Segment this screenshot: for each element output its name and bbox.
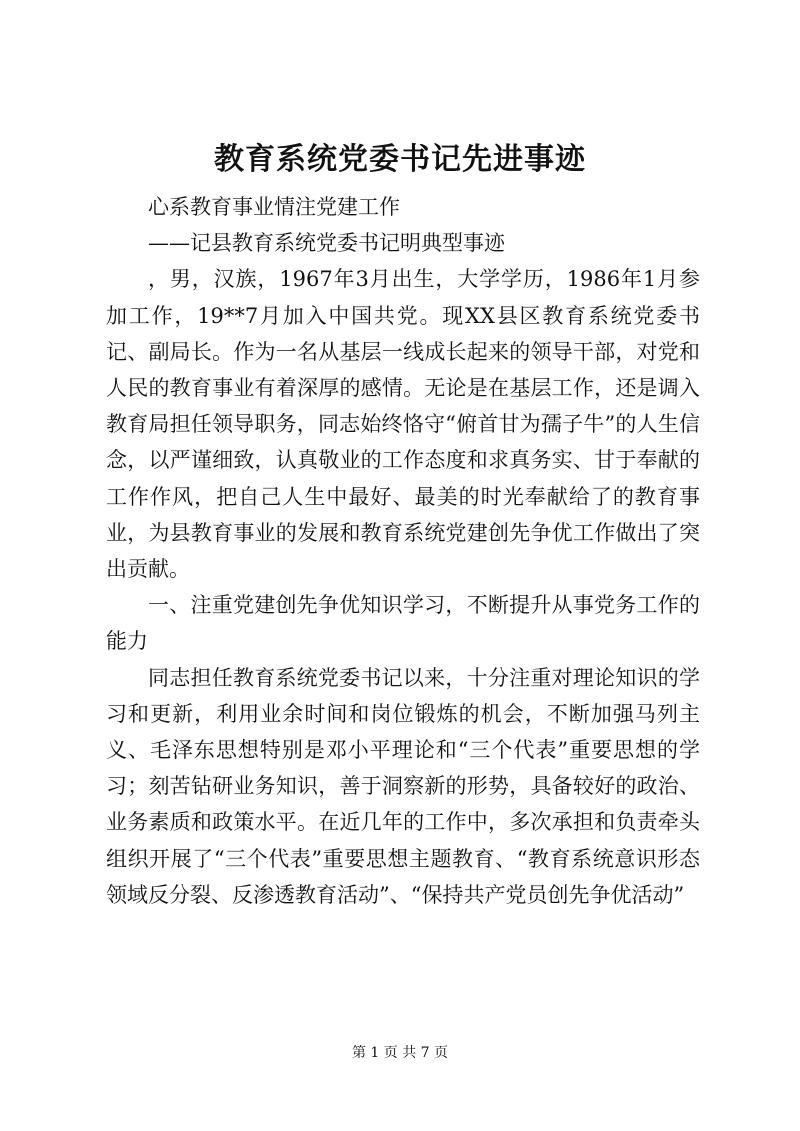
paragraph-intro: ，男，汉族，1967年3月出生，大学学历，1986年1月参加工作，19**7月加入中国共党。现XX县区教育系统党委书记、副局长。作为一名从基层一线成长起来的领导干部，对党和人民的教育事业有着深厚的感情。无论是在基层工作，还是调入教育局担任领导职务，同志始终恪守“俯首甘为孺子牛”的人生信念，以严谨细致，认真敬业的工作态度和求真务实、甘于奉献的工作作风，把自己人生中最好、最美的时光奉献给了的教育事业，为县教育事业的发展和教育系统党建创先争优工作做出了突出贡献。 [106,267,700,582]
paragraph-section-1: 同志担任教育系统党委书记以来，十分注重对理论知识的学习和更新，利用业余时间和岗位锻炼的机会，不断加强马列主义、毛泽东思想特别是邓小平理论和“三个代表”重要思想的学习；刻苦钻研业务知识，善于洞察新的形势，具备较好的政治、业务素质和政策水平。在近几年的工作中，多次承担和负责牵头组织开展了“三个代表”重要思想主题教育、“教育系统意识形态领域反分裂、反渗透教育活动”、“保持共产党员创先争优活动” [106,665,700,907]
section-heading-1: 一、注重党建创先争优知识学习，不断提升从事党务工作的能力 [106,593,700,654]
document-title: 教育系统党委书记先进事迹 [214,142,586,177]
page-footer: 第 1 页 共 7 页 [351,1045,449,1061]
document-subtitle: 心系教育事业情注党建工作 [148,195,400,219]
document-body [106,189,700,913]
document-byline: ——记县教育系统党委书记明典型事迹 [148,231,505,256]
